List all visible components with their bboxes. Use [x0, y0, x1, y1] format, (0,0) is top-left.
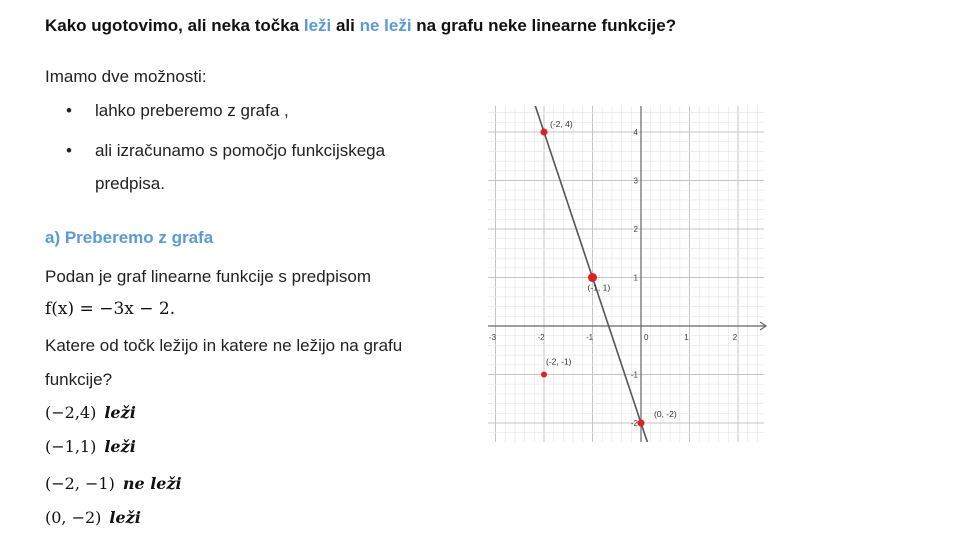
y-tick-label: 1	[633, 273, 638, 283]
section-subheading: a) Preberemo z grafa	[45, 228, 214, 247]
point-status: leži	[104, 437, 136, 456]
y-tick-label: -2	[630, 419, 638, 428]
given-text: Podan je graf linearne funkcije s predpisom	[45, 267, 372, 286]
point-coord: (−2,4)	[45, 403, 97, 422]
point-answer-3	[45, 474, 182, 493]
page-title	[45, 16, 676, 36]
graph-point	[588, 273, 597, 282]
x-tick-label: 1	[684, 333, 689, 342]
graph-point	[541, 372, 547, 378]
point-answer-1	[45, 403, 136, 422]
point-answer-4	[45, 508, 141, 527]
x-tick-label: -3	[488, 333, 497, 342]
bullet-icon: •	[66, 101, 72, 120]
point-status: leži	[104, 403, 136, 422]
question-line-1: Katere od točk ležijo in katere ne ležijo na grafu	[45, 336, 403, 355]
x-tick-label: -1	[585, 333, 594, 342]
point-label: (-1, 1)	[587, 282, 611, 293]
graph-point	[541, 129, 548, 136]
y-tick-label: -1	[630, 370, 638, 380]
function-graph	[488, 106, 770, 442]
graph-background	[488, 106, 770, 442]
question-line-2: funkcije?	[45, 370, 113, 389]
point-coord: (0, −2)	[45, 508, 102, 527]
point-coord: (−1,1)	[45, 437, 97, 456]
point-status: ne leži	[122, 474, 182, 493]
title-ne-lezi: ne leži	[359, 16, 412, 35]
point-label: (-2, -1)	[546, 356, 572, 367]
point-status: leži	[109, 508, 141, 527]
title-lezi: leži	[303, 16, 332, 35]
bullet-text: lahko preberemo z grafa ,	[95, 101, 289, 120]
title-part1: Kako ugotovimo, ali neka točka	[45, 16, 304, 35]
point-label: (-2, 4)	[550, 119, 573, 129]
bullet-text: ali izračunamo s pomočjo funkcijskega	[95, 141, 386, 160]
y-tick-label: 3	[633, 176, 638, 186]
title-ali: ali	[331, 16, 360, 35]
bullet-item-2	[66, 141, 385, 161]
point-label: (0, -2)	[654, 409, 677, 419]
x-tick-label: 0	[644, 333, 649, 342]
intro-text: Imamo dve možnosti:	[45, 67, 207, 86]
bullet-icon: •	[66, 141, 72, 160]
bullet-item-1	[66, 101, 289, 121]
point-coord: (−2, −1)	[45, 474, 115, 493]
point-answer-2	[45, 437, 136, 456]
bullet-continuation: predpisa.	[95, 174, 165, 193]
title-part2: na grafu neke linearne funkcije?	[411, 16, 677, 35]
function-formula: f(x) = −3x − 2.	[45, 299, 176, 319]
graph-point	[638, 420, 645, 427]
y-tick-label: 2	[633, 225, 638, 234]
x-tick-label: 2	[732, 333, 738, 342]
y-tick-label: 4	[633, 128, 638, 137]
x-tick-label: -2	[537, 333, 545, 342]
